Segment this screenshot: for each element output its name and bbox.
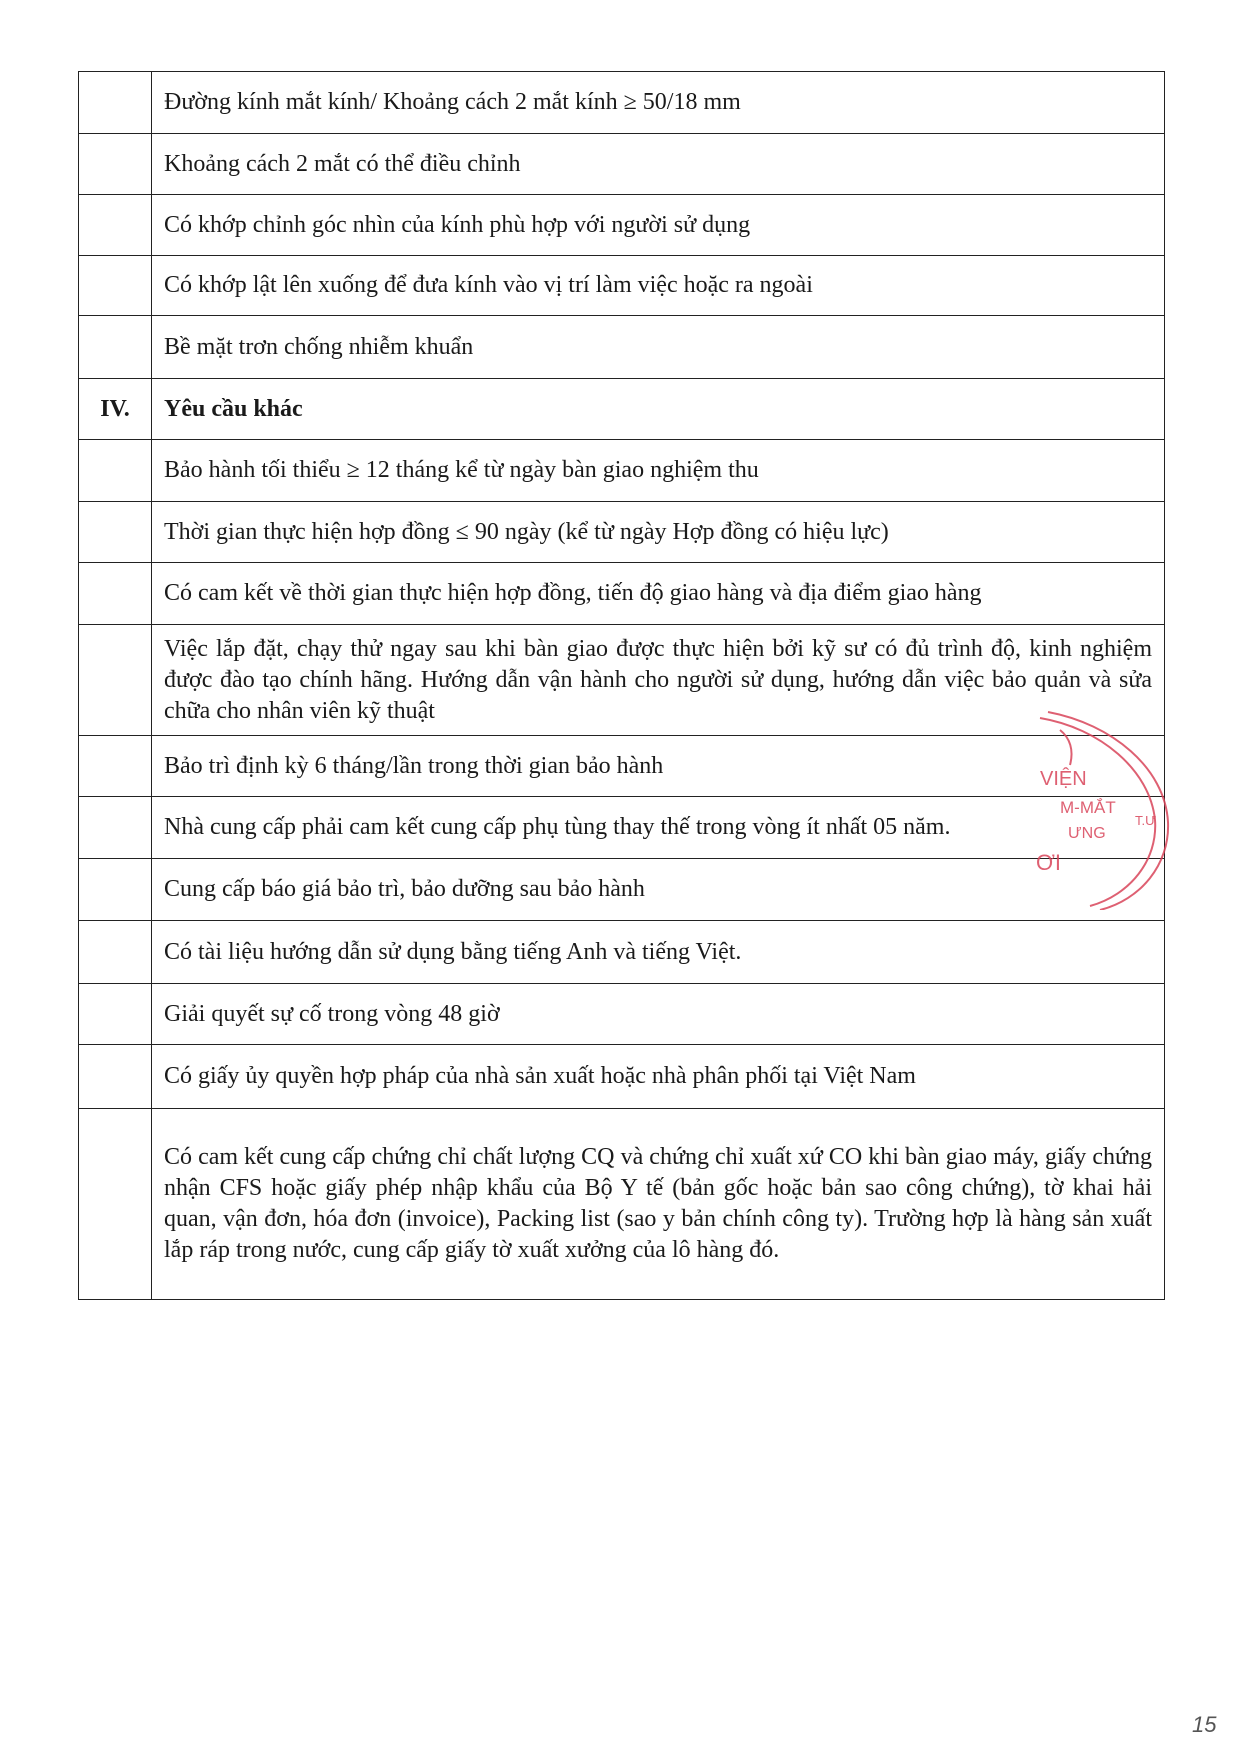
- table-row: [79, 1109, 1165, 1300]
- row-number-cell: [79, 256, 152, 316]
- row-number-cell: [79, 736, 152, 797]
- table-row: [79, 921, 1165, 984]
- table-row: [79, 72, 1165, 134]
- row-number-cell: [79, 134, 152, 195]
- row-number-cell: [79, 502, 152, 563]
- table-row: [79, 797, 1165, 859]
- row-requirement-cell: Thời gian thực hiện hợp đồng ≤ 90 ngày (kể từ ngày Hợp đồng có hiệu lực): [152, 502, 1165, 563]
- page-number: 15: [1192, 1712, 1217, 1737]
- table-row: [79, 1045, 1165, 1109]
- row-requirement-cell: Đường kính mắt kính/ Khoảng cách 2 mắt kính ≥ 50/18 mm: [152, 72, 1165, 134]
- row-requirement-cell: Có khớp chỉnh góc nhìn của kính phù hợp với người sử dụng: [152, 195, 1165, 256]
- row-requirement-cell: Yêu cầu khác: [152, 379, 1165, 440]
- table-row: [79, 440, 1165, 502]
- stamp-text-side: T.Ư: [1135, 813, 1157, 828]
- row-number-cell: [79, 72, 152, 134]
- row-requirement-cell: Có khớp lật lên xuống để đưa kính vào vị trí làm việc hoặc ra ngoài: [152, 256, 1165, 316]
- row-number-cell: [79, 563, 152, 625]
- row-number-cell: [79, 921, 152, 984]
- row-number-cell: [79, 1109, 152, 1300]
- row-requirement-cell: Có tài liệu hướng dẫn sử dụng bằng tiếng Anh và tiếng Việt.: [152, 921, 1165, 984]
- row-number-cell: [79, 440, 152, 502]
- table-row: [79, 195, 1165, 256]
- row-number-cell: IV.: [79, 379, 152, 440]
- requirements-table: [78, 71, 1165, 1300]
- table-row: [79, 859, 1165, 921]
- table-row: [79, 256, 1165, 316]
- table-row: [79, 134, 1165, 195]
- table-row: [79, 316, 1165, 379]
- stamp-text-1: VIỆN: [1040, 768, 1087, 790]
- stamp-text-4: ƠI: [1036, 850, 1061, 875]
- red-seal-stamp: [1030, 710, 1180, 910]
- row-number-cell: [79, 1045, 152, 1109]
- row-requirement-cell: Có cam kết về thời gian thực hiện hợp đồng, tiến độ giao hàng và địa điểm giao hàng: [152, 563, 1165, 625]
- row-number-cell: [79, 625, 152, 736]
- row-requirement-cell: Bảo trì định kỳ 6 tháng/lần trong thời gian bảo hành: [152, 736, 1165, 797]
- row-number-cell: [79, 195, 152, 256]
- row-requirement-cell: Việc lắp đặt, chạy thử ngay sau khi bàn giao được thực hiện bởi kỹ sư có đủ trình độ, kinh nghiệm được đào tạo chính hãng. Hướng dẫn vận hành cho người sử dụng, hướng dẫn việc bảo quản và sửa chữa cho nhân viên kỹ thuật: [152, 625, 1165, 736]
- table-row: [79, 379, 1165, 440]
- row-requirement-cell: Giải quyết sự cố trong vòng 48 giờ: [152, 984, 1165, 1045]
- row-requirement-cell: Khoảng cách 2 mắt có thể điều chỉnh: [152, 134, 1165, 195]
- requirements-table-body: [79, 72, 1165, 1300]
- row-requirement-cell: Cung cấp báo giá bảo trì, bảo dưỡng sau bảo hành: [152, 859, 1165, 921]
- row-number-cell: [79, 859, 152, 921]
- stamp-text-3: ƯNG: [1068, 825, 1106, 842]
- row-requirement-cell: Có cam kết cung cấp chứng chỉ chất lượng CQ và chứng chỉ xuất xứ CO khi bàn giao máy, giấy chứng nhận CFS hoặc giấy phép nhập khẩu của Bộ Y tế (bản gốc hoặc bản sao công chứng), tờ khai hải quan, vận đơn, hóa đơn (invoice), Packing list (sao y bản chính công ty). Trường hợp là hàng sản xuất lắp ráp trong nước, cung cấp giấy tờ xuất xưởng của lô hàng đó.: [152, 1109, 1165, 1300]
- row-requirement-cell: Có giấy ủy quyền hợp pháp của nhà sản xuất hoặc nhà phân phối tại Việt Nam: [152, 1045, 1165, 1109]
- row-requirement-cell: Bảo hành tối thiểu ≥ 12 tháng kể từ ngày bàn giao nghiệm thu: [152, 440, 1165, 502]
- row-requirement-cell: Nhà cung cấp phải cam kết cung cấp phụ tùng thay thế trong vòng ít nhất 05 năm.: [152, 797, 1165, 859]
- row-number-cell: [79, 984, 152, 1045]
- stamp-text-2: M-MẮT: [1060, 798, 1116, 817]
- table-row: [79, 984, 1165, 1045]
- row-number-cell: [79, 797, 152, 859]
- table-row: [79, 563, 1165, 625]
- row-number-cell: [79, 316, 152, 379]
- table-row: [79, 736, 1165, 797]
- table-row: [79, 502, 1165, 563]
- table-row: [79, 625, 1165, 736]
- row-requirement-cell: Bề mặt trơn chống nhiễm khuẩn: [152, 316, 1165, 379]
